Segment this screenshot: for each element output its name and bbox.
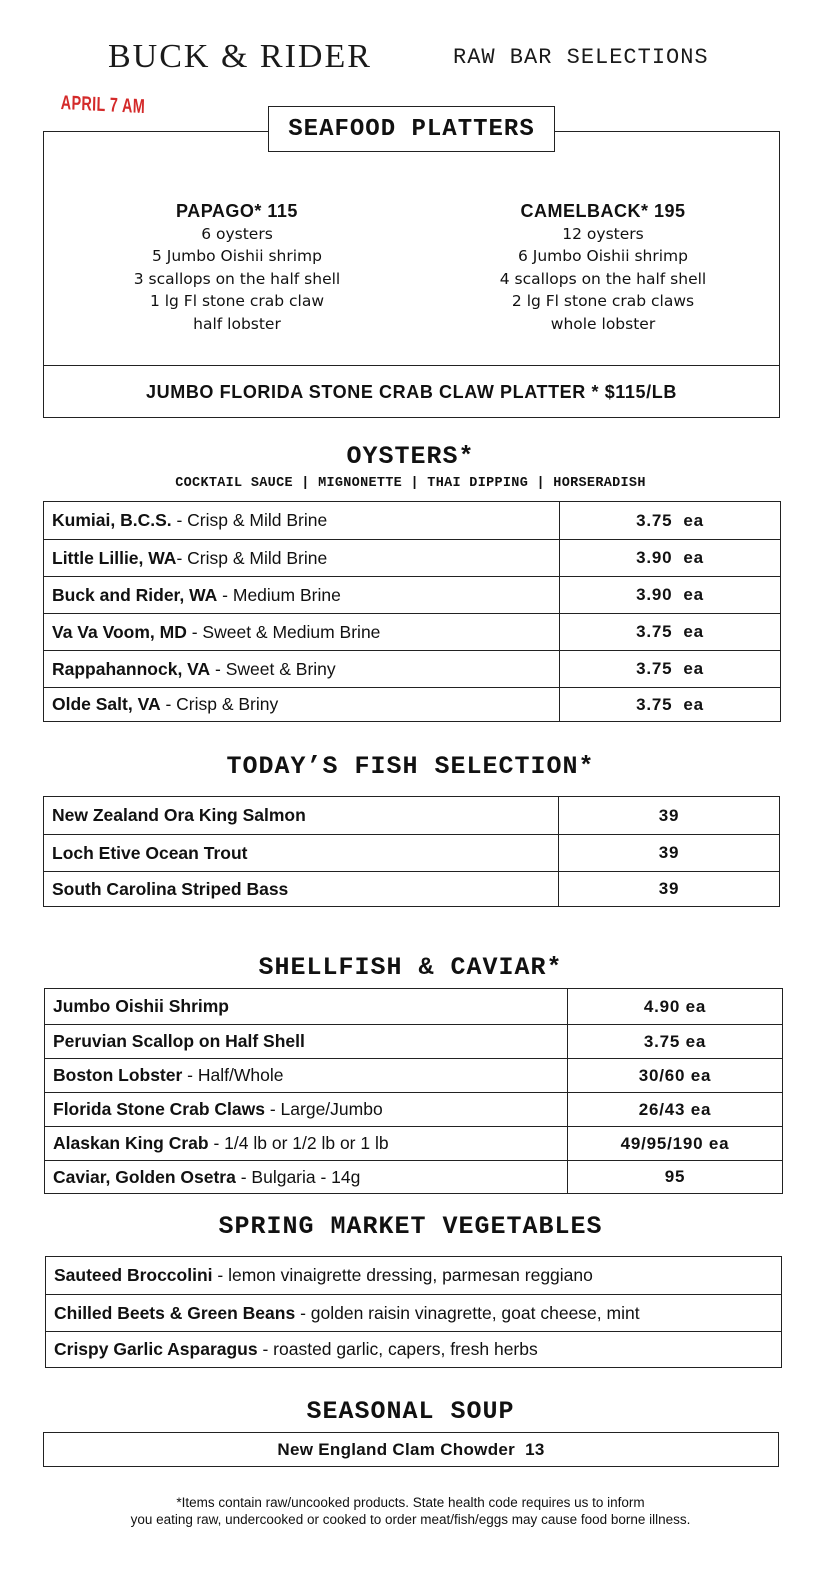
fish-table [43,796,780,907]
platter-line: 2 lg Fl stone crab claws [511,292,695,310]
item-desc: Sweet & Briny [225,658,336,679]
item-name: Sauteed Broccolini [54,1265,213,1285]
vegetables-table [45,1256,782,1368]
item-price: 3.90 ea [636,548,704,567]
item-name-cell [44,688,560,721]
item-name: New Zealand Ora King Salmon [52,805,306,825]
item-name: Caviar, Golden Osetra [53,1166,236,1187]
item-name: Buck and Rider, WA [52,584,218,605]
item-name-cell [44,651,560,687]
section-title-oysters: OYSTERS* [346,442,475,471]
separator: - [212,1265,229,1285]
item-desc: roasted garlic, capers, fresh herbs [273,1339,538,1359]
item-desc: 1/4 lb or 1/2 lb or 1 lb [224,1133,389,1153]
table-row [44,502,780,539]
item-desc: Sweet & Medium Brine [202,621,381,642]
item-price: 4.90 ea [643,996,707,1016]
separator: - [171,510,188,530]
brand-logo: BUCK & RIDER [108,38,372,75]
item-desc: Crisp & Mild Brine [187,510,328,530]
shellfish-table [44,988,783,1194]
platter-line: 6 Jumbo Oishii shrimp [518,247,688,265]
table-row [44,576,780,613]
platter-line: 5 Jumbo Oishii shrimp [152,247,322,265]
section-title-shellfish: SHELLFISH & CAVIAR* [258,953,563,982]
platter-line: 12 oysters [562,224,644,243]
item-price: 3.75 ea [643,1031,707,1051]
item-price: 3.75 ea [636,622,704,641]
item-desc: Large/Jumbo [280,1099,383,1119]
item-name: Kumiai, B.C.S. [52,510,172,530]
separator: - [208,1133,225,1153]
table-row [44,834,779,871]
separator: - [264,1099,281,1119]
platter-line: half lobster [193,314,281,333]
item-desc: Crisp & Briny [176,694,279,714]
item-name-cell [46,1295,781,1331]
disclaimer-line: *Items contain raw/uncooked products. State health code requires us to inform [176,1495,645,1510]
item-name: Alaskan King Crab [53,1133,209,1153]
item-price: 39 [658,843,680,862]
platter-line: 4 scallops on the half shell [499,269,707,288]
table-row [44,687,780,721]
item-name: Florida Stone Crab Claws [53,1099,265,1119]
item-price: 95 [664,1167,686,1186]
separator: - [182,1065,198,1085]
separator: - [186,621,203,642]
separator: - [295,1302,311,1323]
separator: - [235,1166,252,1187]
platter-name: PAPAGO* 115 [176,201,298,221]
item-price: 3.90 ea [636,585,704,604]
table-row [45,989,782,1024]
table-row [44,797,779,834]
item-name-cell [46,1332,781,1367]
table-row [45,1024,782,1058]
item-price: 39 [658,879,680,898]
item-name: Chilled Beets & Green Beans [54,1302,296,1323]
item-price: 3.75 ea [636,659,704,678]
item-desc: lemon vinaigrette dressing, parmesan reggiano [228,1265,593,1285]
item-desc: Crisp & Mild Brine [187,547,328,568]
table-row [46,1257,781,1294]
item-name-cell [44,577,560,613]
disclaimer-line: you eating raw, undercooked or cooked to order meat/fish/eggs may cause food borne illness. [130,1512,691,1527]
platter-papago [77,200,397,335]
table-row [45,1126,782,1160]
menu-subtitle: RAW BAR SELECTIONS [453,45,709,70]
item-price: 3.75 ea [636,510,704,530]
platter-line: whole lobster [550,314,656,333]
item-name: Loch Etive Ocean Trout [52,842,248,863]
separator: - [217,584,233,605]
table-row [45,1160,782,1193]
item-price: 3.75 ea [636,694,704,714]
date-stamp: APRIL 7 AM [60,92,146,119]
table-row [46,1331,781,1367]
separator: - [257,1339,274,1359]
item-desc: Half/Whole [197,1065,284,1085]
item-name: Boston Lobster [53,1065,183,1085]
platter-name: CAMELBACK* 195 [520,201,686,221]
item-desc: golden raisin vinagrette, goat cheese, mint [310,1302,640,1323]
table-row [45,1058,782,1092]
item-name-cell [46,1257,781,1294]
table-row [44,871,779,906]
stone-crab-platter: JUMBO FLORIDA STONE CRAB CLAW PLATTER * $115/LB [146,381,677,402]
section-title-soup: SEASONAL SOUP [306,1397,515,1426]
item-name-cell [45,1025,568,1058]
table-row [44,650,780,687]
table-row [44,613,780,650]
item-name: Little Lillie, WA [52,547,177,568]
item-name-cell [45,989,568,1024]
soup-item: New England Clam Chowder 13 [43,1432,779,1467]
item-name-cell [44,614,560,650]
section-title-fish: TODAY’S FISH SELECTION* [226,752,595,781]
separator: - [210,658,226,679]
item-name-cell [45,1059,568,1092]
item-name-cell [45,1093,568,1126]
table-row [46,1294,781,1331]
platter-line: 6 oysters [201,224,273,243]
separator: - [160,694,177,714]
item-price: 39 [658,805,680,825]
table-row [44,539,780,576]
item-name: Jumbo Oishii Shrimp [53,996,229,1016]
item-name: South Carolina Striped Bass [52,878,289,899]
platter-camelback [443,200,763,335]
oysters-table [43,501,781,722]
item-name-cell [44,502,560,539]
item-name: Crispy Garlic Asparagus [54,1339,258,1359]
item-name: Olde Salt, VA [52,694,161,714]
item-desc: Medium Brine [232,584,341,605]
platter-line: 3 scallops on the half shell [133,269,341,288]
section-title-vegetables: SPRING MARKET VEGETABLES [218,1212,603,1241]
section-title-seafood-platters: SEAFOOD PLATTERS [268,106,555,152]
item-name-cell [44,797,559,834]
item-name: Va Va Voom, MD [52,621,187,642]
item-price: 30/60 ea [638,1065,712,1085]
separator: - [176,547,188,568]
item-price: 49/95/190 ea [620,1133,730,1153]
item-name-cell [44,540,560,576]
item-name-cell [45,1127,568,1160]
item-name: Rappahannock, VA [52,658,211,679]
item-price: 26/43 ea [638,1099,712,1119]
item-name-cell [44,835,559,871]
item-desc: Bulgaria - 14g [251,1166,361,1187]
item-name-cell [45,1161,568,1193]
item-name: Peruvian Scallop on Half Shell [53,1031,305,1051]
health-disclaimer [0,1494,821,1528]
item-name-cell [44,872,559,906]
platter-line: 1 lg Fl stone crab claw [149,292,325,310]
table-row [45,1092,782,1126]
oyster-sauces: COCKTAIL SAUCE | MIGNONETTE | THAI DIPPING | HORSERADISH [175,476,646,491]
